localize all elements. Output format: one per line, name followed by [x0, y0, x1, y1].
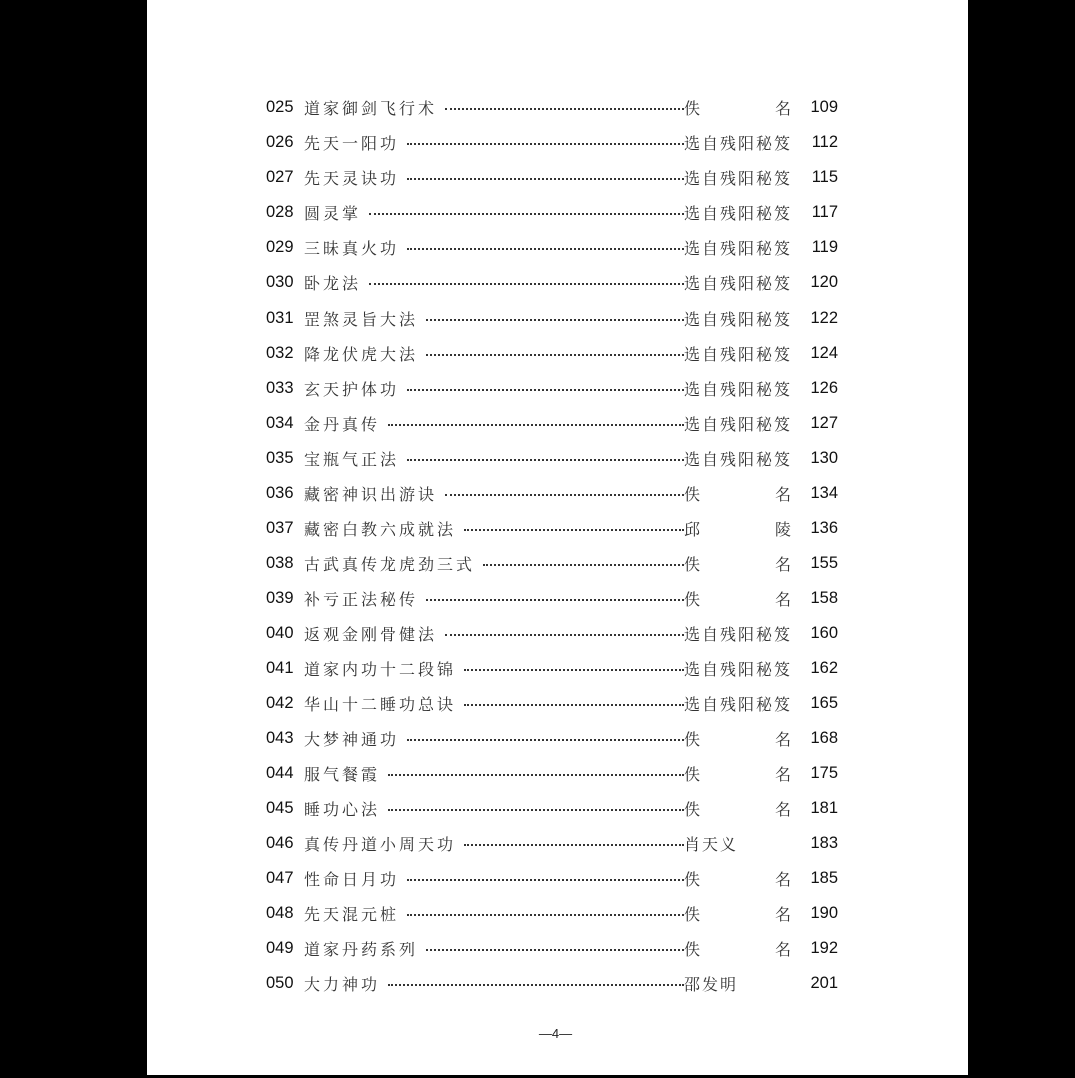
entry-number: 026 — [266, 133, 294, 151]
entry-title: 古武真传龙虎劲三式 — [304, 555, 476, 574]
author-part: 佚 — [684, 590, 702, 609]
toc-entry — [266, 125, 838, 160]
author-part: 名 — [774, 870, 792, 889]
entry-author — [684, 131, 792, 154]
entry-title: 服气餐霞 — [304, 765, 381, 784]
entry-number: 041 — [266, 659, 294, 677]
author-part: 肖天义 — [684, 835, 739, 854]
entry-number: 035 — [266, 449, 294, 467]
entry-author — [684, 622, 792, 645]
entry-page-number: 183 — [810, 834, 838, 852]
dot-leader — [426, 346, 684, 362]
entry-number: 032 — [266, 344, 294, 362]
entry-page-number: 190 — [810, 904, 838, 922]
entry-title: 真传丹道小周天功 — [304, 835, 457, 854]
dot-leader — [407, 871, 684, 887]
toc-entry — [266, 336, 838, 371]
author-part: 佚 — [684, 765, 702, 784]
dot-leader — [445, 486, 684, 502]
entry-number: 047 — [266, 869, 294, 887]
entry-author — [684, 902, 792, 925]
entry-author — [684, 412, 792, 435]
author-part: 名 — [774, 590, 792, 609]
entry-number: 037 — [266, 519, 294, 537]
author-part: 邱 — [684, 520, 702, 539]
author-part: 选自残阳秘笈 — [684, 204, 793, 223]
entry-title: 先天混元桩 — [304, 905, 400, 924]
dot-leader — [407, 451, 684, 467]
author-part: 佚 — [684, 940, 702, 959]
entry-number: 046 — [266, 834, 294, 852]
entry-author — [684, 552, 792, 575]
toc-entry — [266, 406, 838, 441]
entry-number: 027 — [266, 168, 294, 186]
author-part: 选自残阳秘笈 — [684, 134, 793, 153]
dot-leader — [407, 170, 684, 186]
entry-page-number: 124 — [810, 344, 838, 362]
dot-leader — [426, 591, 684, 607]
entry-page-number: 168 — [810, 729, 838, 747]
entry-page-number: 117 — [811, 203, 838, 221]
toc-entry — [266, 476, 838, 511]
dot-leader — [464, 696, 684, 712]
entry-author — [684, 832, 792, 855]
entry-title: 性命日月功 — [304, 870, 400, 889]
dot-leader — [407, 731, 684, 747]
entry-author — [684, 867, 792, 890]
author-part: 佚 — [684, 555, 702, 574]
toc-entry — [266, 651, 838, 686]
toc-entry — [266, 195, 838, 230]
entry-title: 三昧真火功 — [304, 239, 400, 258]
toc-entry — [266, 616, 838, 651]
entry-title: 藏密白教六成就法 — [304, 520, 457, 539]
dot-leader — [407, 381, 684, 397]
toc-entry — [266, 791, 838, 826]
entry-title: 道家御剑飞行术 — [304, 99, 438, 118]
author-part: 佚 — [684, 870, 702, 889]
author-part: 名 — [774, 99, 792, 118]
entry-page-number: 155 — [810, 554, 838, 572]
entry-title: 罡煞灵旨大法 — [304, 310, 419, 329]
entry-title: 补亏正法秘传 — [304, 590, 419, 609]
author-part: 选自残阳秘笈 — [684, 274, 793, 293]
entry-number: 036 — [266, 484, 294, 502]
entry-title: 先天灵诀功 — [304, 169, 400, 188]
author-part: 名 — [774, 800, 792, 819]
entry-page-number: 201 — [810, 974, 838, 992]
dot-leader — [388, 416, 684, 432]
entry-author — [684, 96, 792, 119]
entry-number: 030 — [266, 273, 294, 291]
entry-title: 金丹真传 — [304, 415, 381, 434]
dot-leader — [388, 766, 684, 782]
dot-leader — [445, 100, 684, 116]
author-part: 名 — [774, 730, 792, 749]
entry-author — [684, 236, 792, 259]
entry-title: 道家内功十二段锦 — [304, 660, 457, 679]
entry-title: 宝瓶气正法 — [304, 450, 400, 469]
dot-leader — [483, 556, 684, 572]
entry-page-number: 136 — [810, 519, 838, 537]
entry-author — [684, 762, 792, 785]
author-part: 选自残阳秘笈 — [684, 345, 793, 364]
entry-author — [684, 377, 792, 400]
entry-number: 048 — [266, 904, 294, 922]
entry-number: 040 — [266, 624, 294, 642]
entry-page-number: 134 — [810, 484, 838, 502]
dot-leader — [388, 976, 684, 992]
entry-number: 049 — [266, 939, 294, 957]
author-part: 选自残阳秘笈 — [684, 239, 793, 258]
entry-number: 044 — [266, 764, 294, 782]
entry-page-number: 181 — [810, 799, 838, 817]
entry-title: 睡功心法 — [304, 800, 381, 819]
entry-page-number: 160 — [810, 624, 838, 642]
entry-number: 038 — [266, 554, 294, 572]
entry-page-number: 185 — [810, 869, 838, 887]
toc-entry — [266, 966, 838, 1001]
entry-title: 大梦神通功 — [304, 730, 400, 749]
author-part: 佚 — [684, 905, 702, 924]
entry-page-number: 120 — [810, 273, 838, 291]
entry-number: 034 — [266, 414, 294, 432]
entry-title: 华山十二睡功总诀 — [304, 695, 457, 714]
entry-title: 藏密神识出游诀 — [304, 485, 438, 504]
toc-entry — [266, 265, 838, 300]
entry-page-number: 109 — [810, 98, 838, 116]
entry-number: 028 — [266, 203, 294, 221]
entry-author — [684, 657, 792, 680]
entry-author — [684, 937, 792, 960]
entry-page-number: 122 — [810, 309, 838, 327]
author-part: 佚 — [684, 730, 702, 749]
entry-author — [684, 342, 792, 365]
author-part: 佚 — [684, 800, 702, 819]
toc-entry — [266, 931, 838, 966]
author-part: 选自残阳秘笈 — [684, 625, 793, 644]
entry-page-number: 115 — [811, 168, 838, 186]
entry-page-number: 175 — [810, 764, 838, 782]
dot-leader — [426, 311, 684, 327]
author-part: 选自残阳秘笈 — [684, 450, 793, 469]
toc-entry — [266, 546, 838, 581]
entry-author — [684, 972, 792, 995]
author-part: 选自残阳秘笈 — [684, 310, 793, 329]
dot-leader — [464, 836, 684, 852]
entry-author — [684, 447, 792, 470]
entry-title: 返观金刚骨健法 — [304, 625, 438, 644]
dot-leader — [369, 275, 684, 291]
entry-title: 大力神功 — [304, 975, 381, 994]
toc-entry — [266, 511, 838, 546]
author-part: 陵 — [774, 520, 792, 539]
author-part: 佚 — [684, 99, 702, 118]
toc-entry — [266, 230, 838, 265]
entry-page-number: 112 — [811, 133, 838, 151]
toc-entry — [266, 371, 838, 406]
entry-author — [684, 482, 792, 505]
entry-number: 045 — [266, 799, 294, 817]
entry-number: 042 — [266, 694, 294, 712]
author-part: 佚 — [684, 485, 702, 504]
author-part: 选自残阳秘笈 — [684, 169, 793, 188]
author-part: 选自残阳秘笈 — [684, 660, 793, 679]
entry-number: 025 — [266, 98, 294, 116]
entry-title: 圆灵掌 — [304, 204, 362, 223]
entry-author — [684, 692, 792, 715]
author-part: 名 — [774, 485, 792, 504]
page-number: —4— — [538, 1026, 573, 1041]
toc-entry — [266, 721, 838, 756]
toc-entry — [266, 861, 838, 896]
dot-leader — [445, 626, 684, 642]
entry-author — [684, 201, 792, 224]
author-part: 选自残阳秘笈 — [684, 415, 793, 434]
entry-page-number: 119 — [811, 238, 838, 256]
toc-entry — [266, 826, 838, 861]
toc-entry — [266, 301, 838, 336]
dot-leader — [426, 941, 684, 957]
author-part: 邵发明 — [684, 975, 739, 994]
entry-page-number: 130 — [810, 449, 838, 467]
entry-number: 031 — [266, 309, 294, 327]
entry-author — [684, 307, 792, 330]
toc-entry — [266, 90, 838, 125]
entry-number: 050 — [266, 974, 294, 992]
entry-author — [684, 517, 792, 540]
author-part: 名 — [774, 765, 792, 784]
entry-author — [684, 271, 792, 294]
dot-leader — [464, 661, 684, 677]
author-part: 名 — [774, 555, 792, 574]
entry-page-number: 126 — [810, 379, 838, 397]
dot-leader — [369, 205, 684, 221]
dot-leader — [407, 135, 684, 151]
entry-page-number: 162 — [810, 659, 838, 677]
toc-entry — [266, 686, 838, 721]
toc-entry — [266, 441, 838, 476]
entry-number: 043 — [266, 729, 294, 747]
entry-page-number: 127 — [810, 414, 838, 432]
dot-leader — [407, 240, 684, 256]
author-part: 选自残阳秘笈 — [684, 380, 793, 399]
entry-title: 玄天护体功 — [304, 380, 400, 399]
entry-page-number: 192 — [810, 939, 838, 957]
entry-page-number: 158 — [810, 589, 838, 607]
entry-title: 先天一阳功 — [304, 134, 400, 153]
entry-number: 033 — [266, 379, 294, 397]
entry-title: 卧龙法 — [304, 274, 362, 293]
dot-leader — [388, 801, 684, 817]
entry-number: 039 — [266, 589, 294, 607]
entry-number: 029 — [266, 238, 294, 256]
entry-title: 降龙伏虎大法 — [304, 345, 419, 364]
entry-title: 道家丹药系列 — [304, 940, 419, 959]
toc-entry — [266, 756, 838, 791]
entry-author — [684, 727, 792, 750]
entry-page-number: 165 — [810, 694, 838, 712]
entry-author — [684, 587, 792, 610]
dot-leader — [407, 906, 684, 922]
toc-entry — [266, 896, 838, 931]
dot-leader — [464, 521, 684, 537]
entry-author — [684, 797, 792, 820]
toc-entry — [266, 581, 838, 616]
author-part: 选自残阳秘笈 — [684, 695, 793, 714]
entry-author — [684, 166, 792, 189]
toc-entry — [266, 160, 838, 195]
author-part: 名 — [774, 940, 792, 959]
author-part: 名 — [774, 905, 792, 924]
